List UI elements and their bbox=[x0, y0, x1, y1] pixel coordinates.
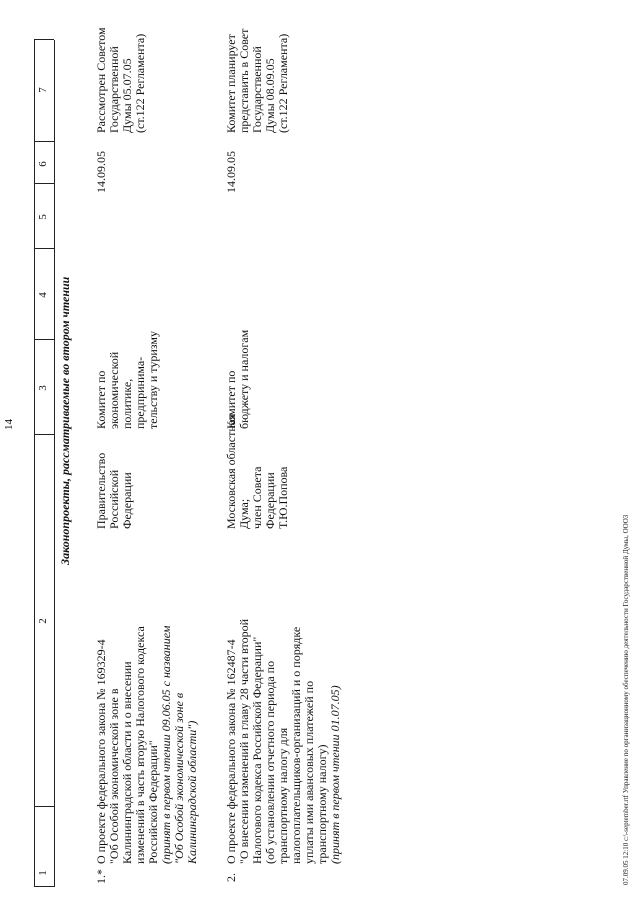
row-1-number: 1.* bbox=[94, 869, 108, 884]
row-2-note: (принят в первом чтении 01.07.05) bbox=[328, 685, 342, 864]
column-number-6: 6 bbox=[37, 161, 49, 167]
row-1-initiator: Правительство Российской Федерации bbox=[94, 452, 134, 529]
row-1-title: О проекте федерального закона № 169329-4 "Об Особой экономической зоне в Калининградской области и о внесении изменений в часть вторую Налогового кодекса Российской Федерации" bbox=[94, 626, 160, 864]
column-number-4: 4 bbox=[37, 292, 49, 298]
header-col-border-0 bbox=[34, 886, 54, 887]
column-number-1: 1 bbox=[37, 870, 49, 876]
header-col-border-2 bbox=[34, 434, 54, 435]
row-1-status: Рассмотрен Советом Государственной Думы 05.07.05 (ст.122 Регламента) bbox=[94, 27, 147, 133]
row-2-date: 14.09.05 bbox=[224, 151, 238, 193]
row-2-status: Комитет планирует представить в Совет Государственной Думы 08.09.05 (ст.122 Регламента) bbox=[224, 28, 290, 133]
header-col-border-5 bbox=[34, 183, 54, 184]
header-col-border-4 bbox=[34, 248, 54, 249]
table-top-border bbox=[34, 40, 35, 887]
page-number: 14 bbox=[3, 419, 15, 430]
column-number-3: 3 bbox=[37, 385, 49, 391]
column-number-5: 5 bbox=[37, 214, 49, 220]
column-number-2: 2 bbox=[37, 618, 49, 624]
column-number-7: 7 bbox=[37, 87, 49, 93]
header-col-border-3 bbox=[34, 339, 54, 340]
section-heading: Законопроекты, рассматриваемые во втором чтении bbox=[58, 276, 72, 565]
row-1-committee: Комитет по экономической политике, предпринима- тельству и туризму bbox=[94, 331, 160, 429]
row-2-initiator: Московская областная Дума; член Совета Федерации Т.Ю.Попова bbox=[224, 414, 290, 529]
header-row-divider bbox=[54, 40, 55, 887]
row-1-note: (принят в первом чтении 09.06.05 с названием "Об Особой экономической зоне в Калининградской области") bbox=[159, 625, 199, 864]
document-footer: 07.09.05 12:10 c:\-september.rtf Управление по организационному обеспечению деятельности Государственной Думы, ООО3 bbox=[622, 514, 630, 885]
row-2-committee: Комитет по бюджету и налогам bbox=[224, 329, 251, 429]
header-col-border-7 bbox=[34, 39, 54, 40]
row-1-date: 14.09.05 bbox=[94, 151, 108, 193]
header-col-border-1 bbox=[34, 806, 54, 807]
header-col-border-6 bbox=[34, 141, 54, 142]
row-2-title: О проекте федерального закона № 162487-4 "О внесении изменений в главу 28 части второй Налогового кодекса Российской Федерации" (об установлении отчетного периода по транспортному налогу для налогоплательщиков-организаций и о порядке уплаты ими авансовых платежей по транспортному налогу) bbox=[224, 618, 329, 864]
row-2-number: 2. bbox=[224, 873, 238, 882]
